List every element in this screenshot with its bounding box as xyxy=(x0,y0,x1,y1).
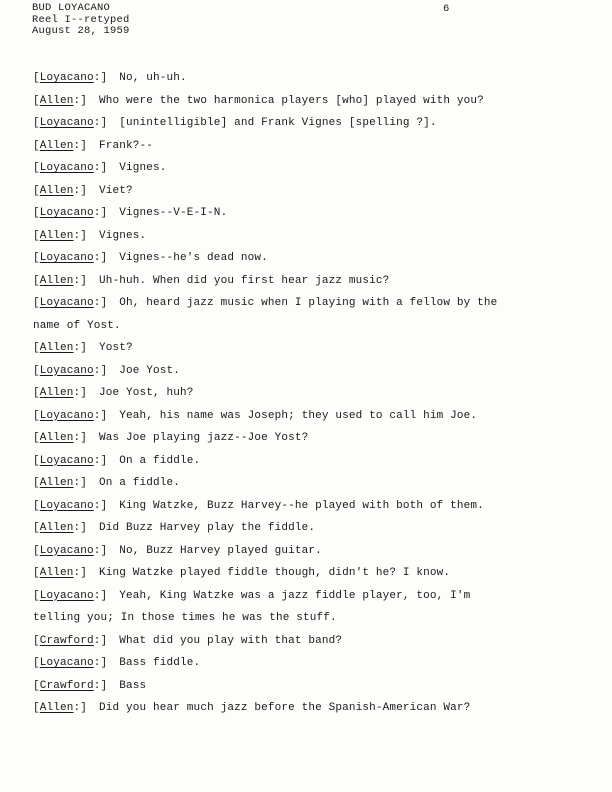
utterance-text: No, Buzz Harvey played guitar. xyxy=(119,544,322,557)
speaker-name: Loyacano xyxy=(39,162,94,174)
utterance-text: Uh-huh. When did you first hear jazz music? xyxy=(99,274,390,287)
speaker-name: Loyacano xyxy=(39,657,94,669)
utterance-text: King Watzke played fiddle though, didn't he? I know. xyxy=(99,567,451,579)
speaker-label: [Loyacano:] xyxy=(33,252,108,264)
utterance-text: [unintelligible] and Frank Vignes [spelling ?]. xyxy=(119,117,437,129)
transcript-line xyxy=(33,565,593,588)
speaker-name: Loyacano xyxy=(39,454,94,467)
transcript-line xyxy=(33,295,593,318)
utterance-text: What did you play with that band? xyxy=(119,634,343,647)
utterance-text: On a fiddle. xyxy=(119,454,201,467)
transcript-line xyxy=(33,160,593,183)
speaker-label: [Loyacano:] xyxy=(33,207,108,219)
speaker-label: [Allen:] xyxy=(33,184,88,197)
speaker-label: [Loyacano:] xyxy=(33,72,108,84)
utterance-text: Yeah, his name was Joseph; they used to call him Joe. xyxy=(119,409,478,422)
speaker-label: [Loyacano:] xyxy=(33,544,108,557)
speaker-label: [Loyacano:] xyxy=(33,499,108,512)
speaker-name: Allen xyxy=(39,274,74,287)
transcript-line xyxy=(33,70,593,93)
document-header xyxy=(32,3,130,38)
transcript-line xyxy=(33,138,593,161)
utterance-text: name of Yost. xyxy=(33,319,121,332)
speaker-name: Allen xyxy=(39,432,74,444)
interviewee-name: BUD LOYACANO xyxy=(32,2,111,14)
transcript-line xyxy=(33,93,593,116)
utterance-text: Yeah, King Watzke was a jazz fiddle player, too, I'm xyxy=(119,589,471,602)
reel-label: Reel I--retyped xyxy=(32,13,130,26)
utterance-text: On a fiddle. xyxy=(99,477,181,489)
speaker-label: [Crawford:] xyxy=(33,634,108,647)
transcript-line xyxy=(33,700,593,723)
speaker-name: Allen xyxy=(39,702,74,714)
speaker-label: [Allen:] xyxy=(33,229,88,242)
page-number: 6 xyxy=(443,3,450,15)
speaker-name: Allen xyxy=(39,94,74,107)
transcript-line xyxy=(33,498,593,521)
utterance-text: Did you hear much jazz before the Spanish-American War? xyxy=(99,702,471,714)
speaker-label: [Allen:] xyxy=(33,477,88,489)
speaker-label: [Allen:] xyxy=(33,432,88,444)
speaker-label: [Allen:] xyxy=(33,567,88,579)
speaker-name: Allen xyxy=(39,342,74,354)
speaker-label: [Loyacano:] xyxy=(33,117,108,129)
speaker-label: [Allen:] xyxy=(33,702,88,714)
speaker-name: Crawford xyxy=(39,634,94,647)
transcript-line xyxy=(33,453,593,476)
utterance-text: Vignes. xyxy=(119,162,167,174)
speaker-name: Loyacano xyxy=(39,297,94,309)
speaker-name: Allen xyxy=(39,184,74,197)
utterance-text: Who were the two harmonica players [who] played with you? xyxy=(99,94,484,107)
speaker-name: Allen xyxy=(39,567,74,579)
transcript-line xyxy=(33,340,593,363)
transcript-line xyxy=(33,385,593,408)
speaker-name: Allen xyxy=(39,387,74,399)
speaker-name: Loyacano xyxy=(39,207,94,219)
transcript-line xyxy=(33,588,593,611)
speaker-name: Loyacano xyxy=(39,589,94,602)
transcript-line xyxy=(33,318,593,341)
speaker-name: Loyacano xyxy=(39,72,94,84)
speaker-label: [Loyacano:] xyxy=(33,409,108,422)
speaker-name: Crawford xyxy=(39,679,94,692)
speaker-name: Loyacano xyxy=(39,117,94,129)
utterance-text: Joe Yost, huh? xyxy=(99,387,194,399)
transcript-line xyxy=(33,430,593,453)
utterance-text: Oh, heard jazz music when I playing with a fellow by the xyxy=(119,297,498,309)
speaker-name: Loyacano xyxy=(39,544,94,557)
transcript-line xyxy=(33,115,593,138)
transcript-line xyxy=(33,273,593,296)
transcript-line xyxy=(33,543,593,566)
transcript-line xyxy=(33,205,593,228)
speaker-name: Loyacano xyxy=(39,499,94,512)
speaker-name: Allen xyxy=(39,477,74,489)
speaker-label: [Allen:] xyxy=(33,342,88,354)
utterance-text: Vignes--V-E-I-N. xyxy=(119,207,228,219)
speaker-label: [Loyacano:] xyxy=(33,364,108,377)
transcript-line xyxy=(33,520,593,543)
utterance-text: Viet? xyxy=(99,184,133,197)
speaker-label: [Loyacano:] xyxy=(33,657,108,669)
speaker-label: [Allen:] xyxy=(33,139,88,152)
utterance-text: Yost? xyxy=(99,342,133,354)
utterance-text: Bass fiddle. xyxy=(119,657,201,669)
utterance-text: Vignes. xyxy=(99,229,147,242)
speaker-label: [Crawford:] xyxy=(33,679,108,692)
transcript-line xyxy=(33,408,593,431)
utterance-text: telling you; In those times he was the stuff. xyxy=(33,612,337,624)
interview-date: August 28, 1959 xyxy=(32,25,130,37)
transcript-line xyxy=(33,363,593,386)
transcript-line xyxy=(33,678,593,701)
speaker-label: [Loyacano:] xyxy=(33,162,108,174)
speaker-label: [Allen:] xyxy=(33,274,88,287)
speaker-label: [Loyacano:] xyxy=(33,589,108,602)
utterance-text: Frank?-- xyxy=(99,139,154,152)
utterance-text: Bass xyxy=(119,679,147,692)
speaker-name: Allen xyxy=(39,139,74,152)
utterance-text: Vignes--he's dead now. xyxy=(119,252,268,264)
transcript-line xyxy=(33,633,593,656)
speaker-name: Allen xyxy=(39,522,74,534)
transcript-line xyxy=(33,610,593,633)
transcript-line xyxy=(33,228,593,251)
transcript-line xyxy=(33,183,593,206)
utterance-text: Joe Yost. xyxy=(119,364,181,377)
utterance-text: Did Buzz Harvey play the fiddle. xyxy=(99,522,316,534)
speaker-name: Loyacano xyxy=(39,364,94,377)
speaker-name: Allen xyxy=(39,229,74,242)
speaker-label: [Loyacano:] xyxy=(33,297,108,309)
speaker-name: Loyacano xyxy=(39,252,94,264)
transcript-line xyxy=(33,250,593,273)
transcript-body xyxy=(33,70,593,723)
speaker-label: [Allen:] xyxy=(33,522,88,534)
speaker-label: [Allen:] xyxy=(33,94,88,107)
speaker-label: [Allen:] xyxy=(33,387,88,399)
transcript-line xyxy=(33,475,593,498)
speaker-name: Loyacano xyxy=(39,409,94,422)
speaker-label: [Loyacano:] xyxy=(33,454,108,467)
transcript-line xyxy=(33,655,593,678)
utterance-text: King Watzke, Buzz Harvey--he played with both of them. xyxy=(119,499,484,512)
utterance-text: Was Joe playing jazz--Joe Yost? xyxy=(99,432,309,444)
utterance-text: No, uh-uh. xyxy=(119,72,187,84)
